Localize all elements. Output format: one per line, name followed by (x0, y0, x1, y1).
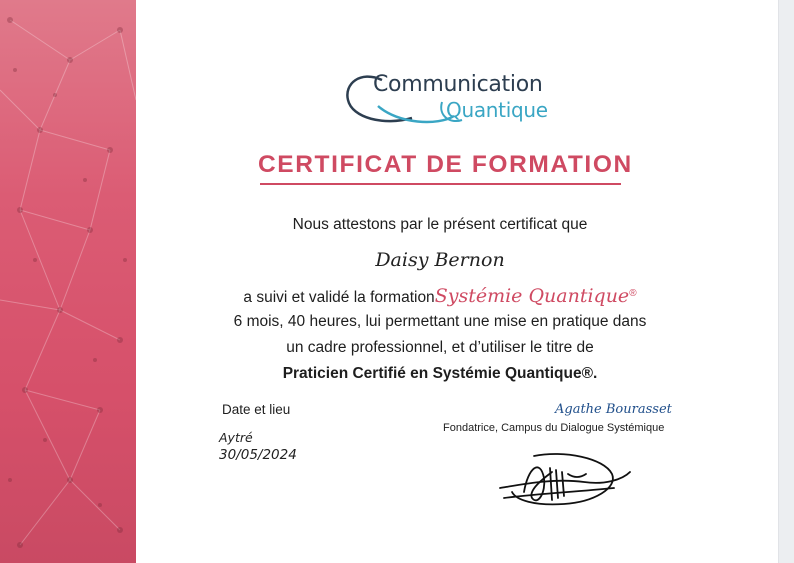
company-logo (338, 66, 548, 136)
attest-text: Nous attestons par le présent certificat que (292, 216, 588, 233)
duration-text: 6 mois, 40 heures, lui permettant une mise en pratique dans (233, 313, 647, 330)
network-pattern (0, 0, 136, 563)
decorative-network-sidebar (0, 0, 136, 563)
page-edge-scroll-area (778, 0, 794, 563)
handwritten-signature (494, 448, 634, 518)
formation-line (200, 285, 680, 307)
formation-name: Systémie Quantique (434, 285, 630, 307)
handwritten-date: 30/05/2024 (219, 447, 297, 463)
date-place-label: Date et lieu (222, 402, 291, 417)
handwritten-place: Aytré (219, 430, 253, 445)
cadre-text: un cadre professionnel, et d’utiliser le titre de (286, 339, 594, 356)
title-underline (260, 183, 621, 185)
signer-name: Agathe Bourasset (555, 402, 672, 417)
recipient-name: Daisy Bernon (375, 249, 505, 271)
logo-text-quantique: Quantique (446, 98, 548, 122)
formation-prefix: a suivi et validé la formation (243, 289, 435, 306)
registered-mark: ® (629, 287, 637, 299)
certificate-title: CERTIFICAT DE FORMATION (258, 151, 633, 178)
signer-role: Fondatrice, Campus du Dialogue Systémique (443, 422, 665, 434)
logo-text-communication: Communication (373, 72, 543, 97)
title-granted-text: Praticien Certifié en Systémie Quantique®. (282, 365, 598, 382)
